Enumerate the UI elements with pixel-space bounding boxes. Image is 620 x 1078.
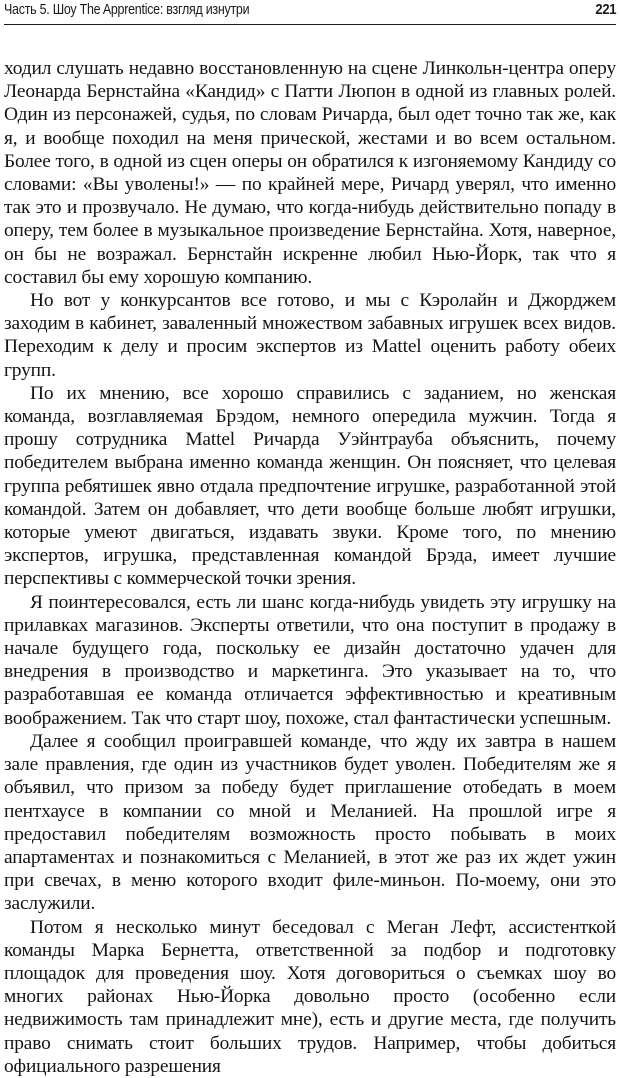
paragraph-4: Я поинтересовался, есть ли шанс когда-нибудь увидеть эту игрушку на прилавках магазинов. Эксперты ответили, что она поступит в продажу в начале будущего года, поскольку ее дизайн достаточно удачен для внедрения в производство и маркетинга. Это указывает на то, что разработавшая ее команда отличается эффективностью и креативным воображением. Так что старт шоу, похоже, стал фантастически успешным. [4,591,616,729]
header-rule [4,24,616,25]
paragraph-1: ходил слушать недавно восстановленную на сцене Линкольн-центра оперу Леонарда Бернстайна «Кандид» с Патти Люпон в одной из главных ролей. Один из персонажей, судья, по словам Ричарда, был одет точно так же, как я, и вообще походил на меня прической, жестами и во всем остальном. Более того, в одной из сцен оперы он обратился к изгоняемому Кандиду со словами: «Вы уволены!» — по крайней мере, Ричард уверял, что именно так это и прозвучало. Не думаю, что когда-нибудь действительно попаду в оперу, тем более в музыкальное произведение Бернстайна. Хотя, наверное, он бы не возражал. Бернстайн искренне любил Нью-Йорк, так что я составил бы ему хорошую компанию. [4,58,616,288]
paragraph-3: По их мнению, все хорошо справились с заданием, но женская команда, возглавляемая Брэдом, немного опередила мужчин. Тогда я прошу сотрудника Mattel Ричарда Уэйнтрауба объяснить, почему победителем выбрана именно команда женщин. Он поясняет, что целевая группа ребятишек явно отдала предпочтение игрушке, разработанной этой командой. Затем он добавляет, что дети вообще больше любят игрушки, которые умеют двигаться, издавать звуки. Кроме того, по мнению экспертов, игрушка, представленная командой Брэда, имеет лучшие перспективы с коммерческой точки зрения. [4,382,616,590]
paragraph-2: Но вот у конкурсантов все готово, и мы с Кэролайн и Джорджем заходим в кабинет, заваленный множеством забавных игрушек всех видов. Переходим к делу и просим экспертов из Mattel оценить работу обеих групп. [4,290,616,381]
body-text [4,57,616,1078]
paragraph-5: Далее я сообщил проигравшей команде, что жду их завтра в нашем зале правления, где один из участников будет уволен. Победителям же я объявил, что призом за победу будет приглашение отобедать в моем пентхаусе в компании со мной и Меланией. На прошлой игре я предоставил победителям возможность просто побывать в моих апартаментах и познакомиться с Меланией, в этот же раз их ждет ужин при свечах, в меню которого входит филе-миньон. По-моему, они это заслужили. [4,730,616,915]
running-title: Часть 5. Шоу The Apprentice: взгляд изнутри [4,2,250,18]
paragraph-6: Потом я несколько минут беседовал с Меган Лефт, ассистенткой команды Марка Бернетта, ответственной за подбор и подготовку площадок для проведения шоу. Хотя договориться о съемках шоу во многих районах Нью-Йорка довольно просто (особенно если недвижимость там принадлежит мне), есть и другие места, где получить право снимать стоит больших трудов. Например, чтобы добиться официального разрешения [4,916,616,1077]
page-header [4,0,616,22]
page-number: 221 [595,2,616,18]
